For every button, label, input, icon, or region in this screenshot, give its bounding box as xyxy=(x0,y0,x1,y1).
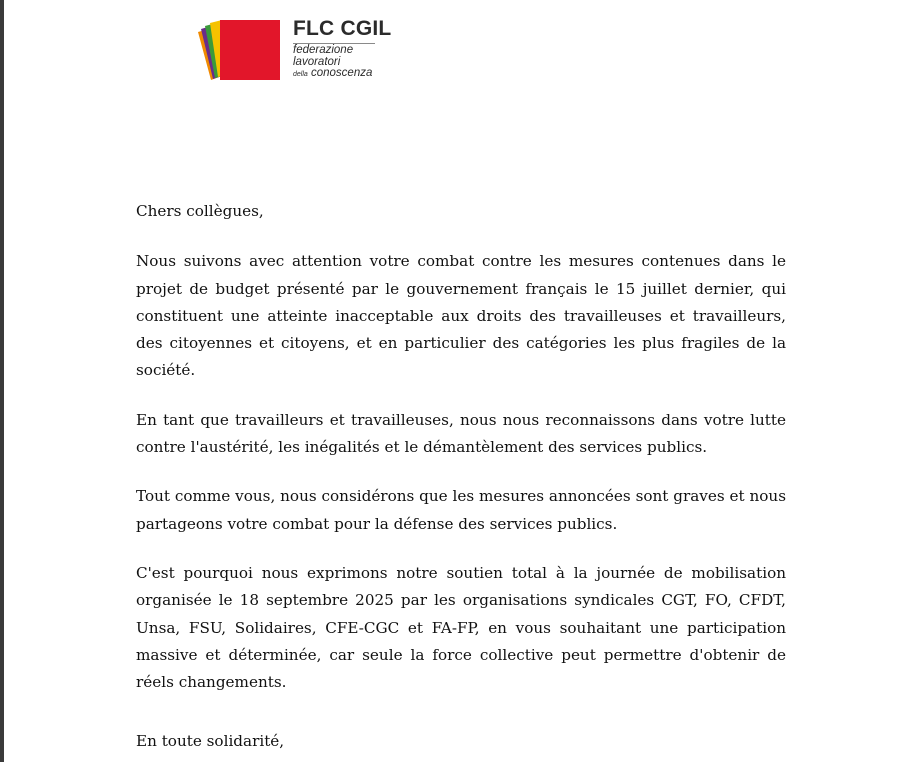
tagline-line-3 xyxy=(293,68,391,81)
logo-red-square xyxy=(220,20,280,80)
tagline-line-2: lavoratori xyxy=(293,55,341,68)
tagline-small-word: della xyxy=(293,71,308,78)
tagline-last-word: conoscenza xyxy=(311,67,373,79)
logo-text xyxy=(293,18,391,81)
paragraph-3: Tout comme vous, nous considérons que les mesures annoncées sont graves et nous partageons votre combat pour la défense des services publics. xyxy=(136,487,786,533)
flc-cgil-logo xyxy=(196,17,392,86)
salutation: Chers collègues, xyxy=(136,202,264,220)
paragraph-2: En tant que travailleurs et travailleuses, nous nous reconnaissons dans votre lutte contre l'austérité, les inégalités et le démantèlement des services publics. xyxy=(136,410,786,457)
org-name: FLC CGIL xyxy=(293,17,392,40)
page-left-edge xyxy=(0,0,4,762)
logo-mark-icon xyxy=(196,18,282,84)
paragraph-4: C'est pourquoi nous exprimons notre soutien total à la journée de mobilisation organisée le 18 septembre 2025 par les organisations syndicales CGT, FO, CFDT, Unsa, FSU, Solidaires, CFE-CGC et FA-FP, en vous souhaitant une participation massive et déterminée, car seule la force collective peut permettre d'obtenir de réels changements. xyxy=(136,563,786,692)
tagline-line-1: federazione xyxy=(293,44,354,56)
closing-line: En toute solidarité, xyxy=(136,732,285,750)
paragraph-1: Nous suivons avec attention votre combat contre les mesures contenues dans le projet de budget présenté par le gouvernement français le 15 juillet dernier, qui constituent une atteinte inacceptable aux droits des travailleuses et travailleurs, des citoyennes et citoyens, et en particulier des catégories les plus fragiles de la société. xyxy=(136,252,786,380)
letter-body xyxy=(136,198,786,718)
